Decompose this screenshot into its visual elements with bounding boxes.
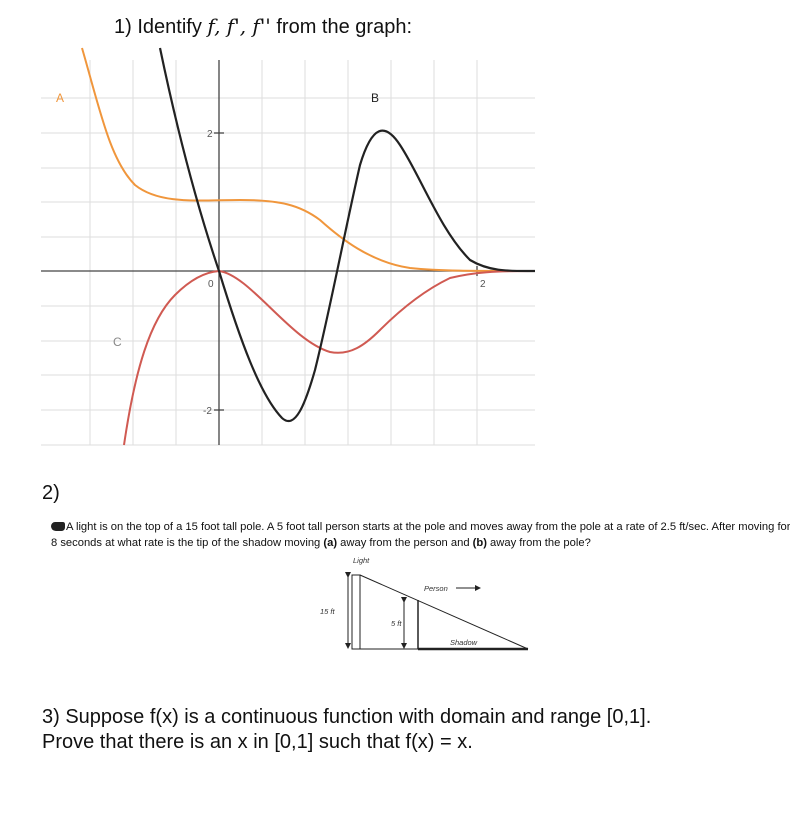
question-3-line-1: 3) Suppose f(x) is a continuous function with domain and range [0,1]. — [42, 706, 652, 728]
axes — [41, 60, 535, 445]
tick-label-y-neg2: -2 — [203, 406, 212, 417]
question-2-text-3: away from the pole? — [486, 537, 591, 549]
grid-lines — [41, 60, 535, 445]
person-height-label: 5 ft — [391, 619, 402, 628]
question-2-text-2: away from the person and — [337, 537, 473, 549]
question-3 — [42, 705, 651, 755]
question-1-functions: f, f', f'' — [207, 14, 271, 38]
shadow-label: Shadow — [450, 638, 478, 647]
tick-label-origin: 0 — [208, 279, 214, 290]
person-label: Person — [424, 584, 448, 593]
question-1-suffix: from the graph: — [276, 16, 412, 38]
tick-label-x-2: 2 — [480, 279, 486, 290]
redaction-mark — [51, 522, 65, 531]
curve-a — [82, 48, 535, 271]
question-2-text-1: A light is on the top of a 15 foot tall pole. A 5 foot tall person starts at the pole and moves away from the pole at a rate of 2.5 ft/sec. After moving for 8 seconds at what rate is the tip of the shadow moving — [51, 521, 790, 549]
pole — [352, 575, 360, 649]
pole-height-label: 15 ft — [320, 607, 335, 616]
question-2-number: 2) — [42, 482, 60, 504]
question-1-label: 1) Identify — [114, 16, 202, 38]
question-2-text — [51, 519, 790, 551]
curve-label-c: C — [113, 335, 122, 349]
question-3-line-2: Prove that there is an x in [0,1] such that f(x) = x. — [42, 731, 473, 753]
light-label: Light — [353, 556, 370, 565]
curve-c — [124, 271, 535, 445]
curve-label-b: B — [371, 91, 380, 105]
curve-label-a: A — [56, 91, 65, 105]
shadow-figure — [300, 550, 540, 660]
tick-label-y-2: 2 — [207, 129, 213, 140]
question-2-part-b: (b) — [472, 537, 487, 549]
question-2-part-a: (a) — [323, 537, 338, 549]
